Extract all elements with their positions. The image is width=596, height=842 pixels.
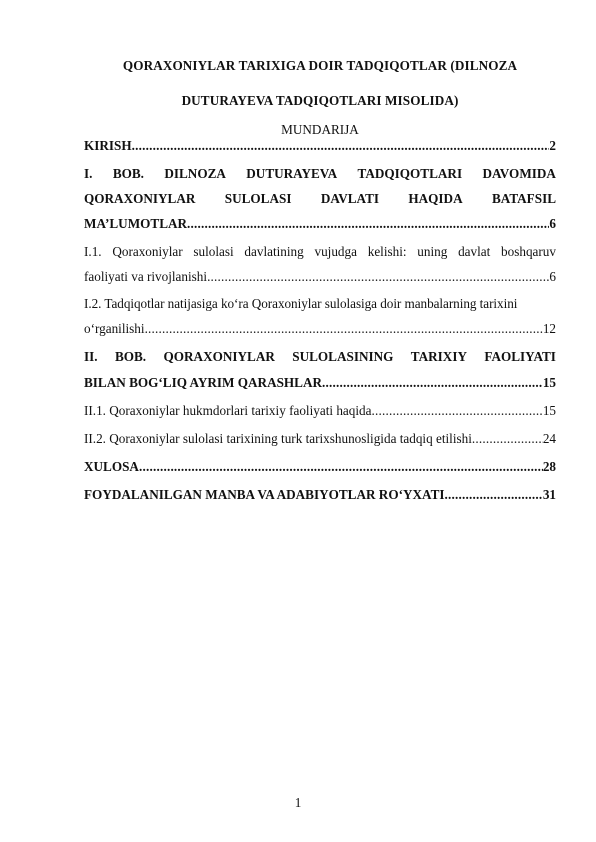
toc-entry-bob2-line-2[interactable] bbox=[84, 374, 556, 392]
toc-entry-2-1[interactable] bbox=[84, 402, 556, 420]
toc-entry-label: FOYDALANILGAN MANBA VA ADABIYOTLAR RO‘YXATI bbox=[84, 487, 445, 502]
toc-word: SULOLASI bbox=[224, 191, 292, 206]
toc-entry-1-2-line-1[interactable]: I.2. Tadqiqotlar natijasiga ko‘ra Qoraxoniylar sulolasiga doir manbalarning tarixini bbox=[84, 296, 518, 311]
contents-heading: MUNDARIJA bbox=[281, 122, 359, 137]
toc-entry-kirish[interactable] bbox=[84, 137, 556, 155]
toc-word: Qoraxoniylar bbox=[112, 244, 183, 259]
toc-entry-bob1-line-3[interactable] bbox=[84, 215, 556, 233]
toc-leader-dots bbox=[132, 137, 550, 155]
toc-word: BOB. bbox=[112, 166, 144, 181]
toc-leader-dots bbox=[187, 215, 549, 233]
toc-word: kelishi: bbox=[367, 244, 407, 259]
toc-page-number: 15 bbox=[542, 403, 556, 418]
toc-word: II. bbox=[84, 349, 98, 364]
toc-word: sulolasi bbox=[193, 244, 234, 259]
toc-leader-dots bbox=[139, 458, 543, 476]
toc-word: I. bbox=[84, 166, 93, 181]
toc-entry-2-2[interactable] bbox=[84, 430, 556, 448]
toc-word: QORAXONIYLAR bbox=[163, 349, 275, 364]
toc-entry-1-1-line-2[interactable] bbox=[84, 268, 556, 286]
toc-word: FAOLIYATI bbox=[484, 349, 556, 364]
toc-entry-label: faoliyati va rivojlanishi bbox=[84, 269, 208, 284]
toc-leader-dots bbox=[145, 320, 543, 338]
toc-entry-1-1-line-1[interactable] bbox=[84, 243, 556, 261]
toc-word: TADQIQOTLARI bbox=[357, 166, 463, 181]
toc-word: QORAXONIYLAR bbox=[84, 191, 196, 206]
toc-entry-label: MA’LUMOTLAR bbox=[84, 216, 188, 231]
toc-entry-xulosa[interactable] bbox=[84, 458, 556, 476]
toc-word: BOB. bbox=[114, 349, 147, 364]
toc-word: TARIXIY bbox=[410, 349, 467, 364]
toc-leader-dots bbox=[445, 486, 543, 504]
toc-page-number: 2 bbox=[549, 138, 556, 153]
toc-page-number: 15 bbox=[542, 375, 556, 390]
toc-word: SULOLASINING bbox=[292, 349, 394, 364]
toc-word: davlat bbox=[458, 244, 491, 259]
toc-entry-label: XULOSA bbox=[84, 459, 139, 474]
toc-entry-label: BILAN BOG‘LIQ AYRIM QARASHLAR bbox=[84, 375, 323, 390]
toc-entry-label: II.2. Qoraxoniylar sulolasi tarixining turk tarixshunosligida tadqiq etilishi bbox=[84, 431, 472, 446]
toc-word: BATAFSIL bbox=[492, 191, 556, 206]
toc-word: boshqaruv bbox=[501, 244, 556, 259]
toc-word: vujudga bbox=[314, 244, 357, 259]
toc-leader-dots bbox=[472, 430, 543, 448]
toc-word: DAVLATI bbox=[320, 191, 379, 206]
toc-word: DUTURAYEVA bbox=[246, 166, 338, 181]
toc-entry-references[interactable] bbox=[84, 486, 556, 504]
toc-word: DAVOMIDA bbox=[482, 166, 556, 181]
toc-page-number: 24 bbox=[542, 431, 556, 446]
toc-entry-bob1-line-2[interactable] bbox=[84, 190, 556, 208]
document-title-line-2: DUTURAYEVA TADQIQOTLARI MISOLIDA) bbox=[181, 93, 459, 108]
toc-page-number: 12 bbox=[542, 321, 556, 336]
toc-entry-bob2-line-1[interactable] bbox=[84, 348, 556, 366]
document-title-line-1: QORAXONIYLAR TARIXIGA DOIR TADQIQOTLAR (DILNOZA bbox=[122, 58, 518, 73]
page-number-footer: 1 bbox=[294, 795, 302, 810]
toc-leader-dots bbox=[322, 374, 543, 392]
toc-leader-dots bbox=[371, 402, 542, 420]
toc-entry-label: o‘rganilishi bbox=[84, 321, 145, 336]
toc-leader-dots bbox=[207, 268, 549, 286]
toc-word: HAQIDA bbox=[408, 191, 463, 206]
toc-entry-bob1-line-1[interactable] bbox=[84, 165, 556, 183]
toc-entry-1-2-line-2[interactable] bbox=[84, 320, 556, 338]
toc-page-number: 6 bbox=[549, 216, 556, 231]
toc-page-number: 31 bbox=[542, 487, 556, 502]
toc-word: davlatining bbox=[244, 244, 304, 259]
toc-entry-label: II.1. Qoraxoniylar hukmdorlari tarixiy faoliyati haqida bbox=[84, 403, 372, 418]
toc-word: DILNOZA bbox=[164, 166, 226, 181]
toc-word: I.1. bbox=[84, 244, 102, 259]
toc-word: uning bbox=[417, 244, 448, 259]
toc-page-number: 28 bbox=[542, 459, 556, 474]
toc-entry-label: KIRISH bbox=[84, 138, 132, 153]
toc-page-number: 6 bbox=[549, 269, 556, 284]
